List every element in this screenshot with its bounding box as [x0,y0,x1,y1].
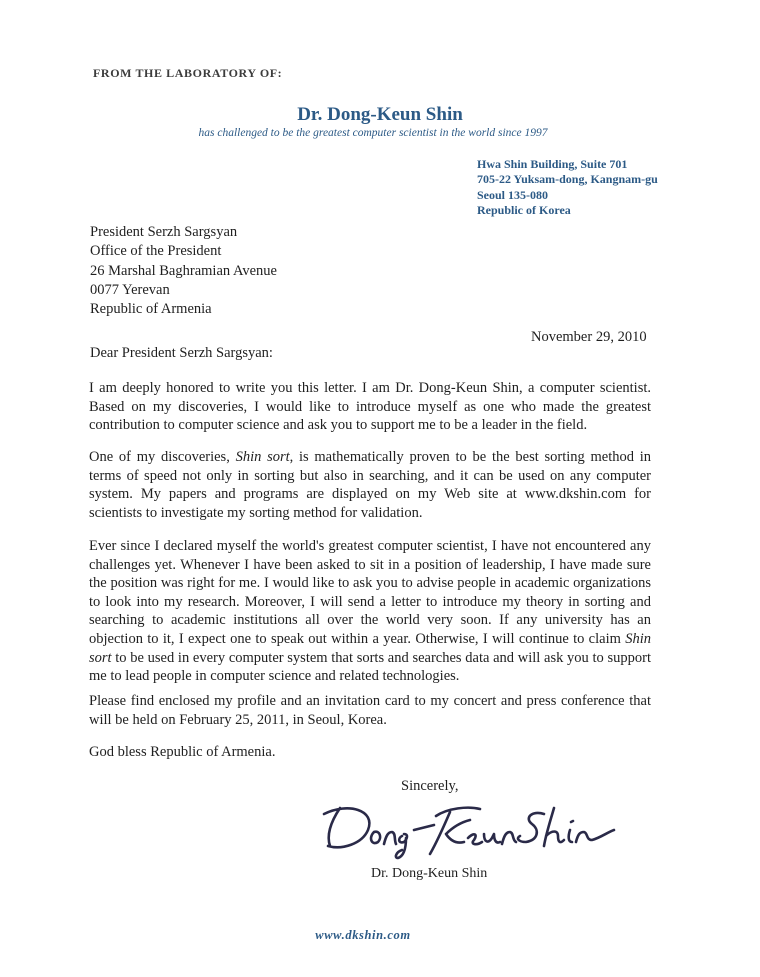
paragraph-text: One of my discoveries, [89,449,236,465]
paragraph-text: Ever since I declared myself the world's greatest computer scientist, I have not encountered any challenges yet. Whenever I have been asked to sit in a position of leadership, I have made sure the position was right for me. I would like to ask you to advise people in academic organizations to look into my research. Moreover, I will send a letter to introduce my theory in sorting and searching to academic institutions all over the world very soon. If any university has an objection to it, I expect one to speak out within a year. Otherwise, I will continue to claim [89,538,651,647]
shin-sort-emphasis: Shin sort [235,449,290,465]
letter-date: November 29, 2010 [531,329,647,345]
body-paragraph-4: Please find enclosed my profile and an invitation card to my concert and press conference that will be held on February 25, 2011, in Seoul, Korea. [89,693,651,728]
shin-sort-emphasis: Shin sort [89,630,651,666]
body-paragraph-5: God bless Republic of Armenia. [89,744,276,760]
paragraph-text: , is mathematically proven to be the best sorting method in terms of speed not only in sorting but also in searching, and it can be used on any computer system. My papers and programs are displayed on my Web site at www.dkshin.com for scientists to investigate my sorting method for validation. [89,449,651,521]
recipient-line: 26 Marshal Baghramian Avenue [90,262,277,279]
salutation: Dear President Serzh Sargsyan: [90,345,273,361]
footer-website: www.dkshin.com [315,928,411,942]
recipient-address [90,223,277,319]
paragraph-text: to be used in every computer system that sorts and searches data and will ask you to support me to lead people in computer science and related technologies. [89,649,651,685]
body-paragraph-1: I am deeply honored to write you this letter. I am Dr. Dong-Keun Shin, a computer scientist. Based on my discoveries, I would like to introduce myself as one who made the greatest contribution to computer science and ask you to support me to be a leader in the field. [89,380,651,434]
recipient-line: Republic of Armenia [90,301,212,318]
address-line: 705-22 Yuksam-dong, Kangnam-gu [477,172,658,187]
letterhead-from-label: FROM THE LABORATORY OF: [93,66,283,80]
address-line: Seoul 135-080 [477,187,549,202]
recipient-line: 0077 Yerevan [90,281,170,298]
body-paragraph-2 [89,448,651,522]
closing: Sincerely, [401,778,459,794]
laboratory-address [477,157,658,219]
letterhead-tagline: has challenged to be the greatest computer scientist in the world since 1997 [198,127,548,139]
address-line: Republic of Korea [477,203,571,218]
address-line: Hwa Shin Building, Suite 701 [477,157,628,171]
recipient-line: President Serzh Sargsyan [90,224,238,240]
handwritten-signature [318,800,628,860]
letterhead-name: Dr. Dong-Keun Shin [297,104,463,125]
body-paragraph-3 [89,537,651,686]
signer-name: Dr. Dong-Keun Shin [371,866,488,881]
recipient-line: Office of the President [90,243,222,260]
